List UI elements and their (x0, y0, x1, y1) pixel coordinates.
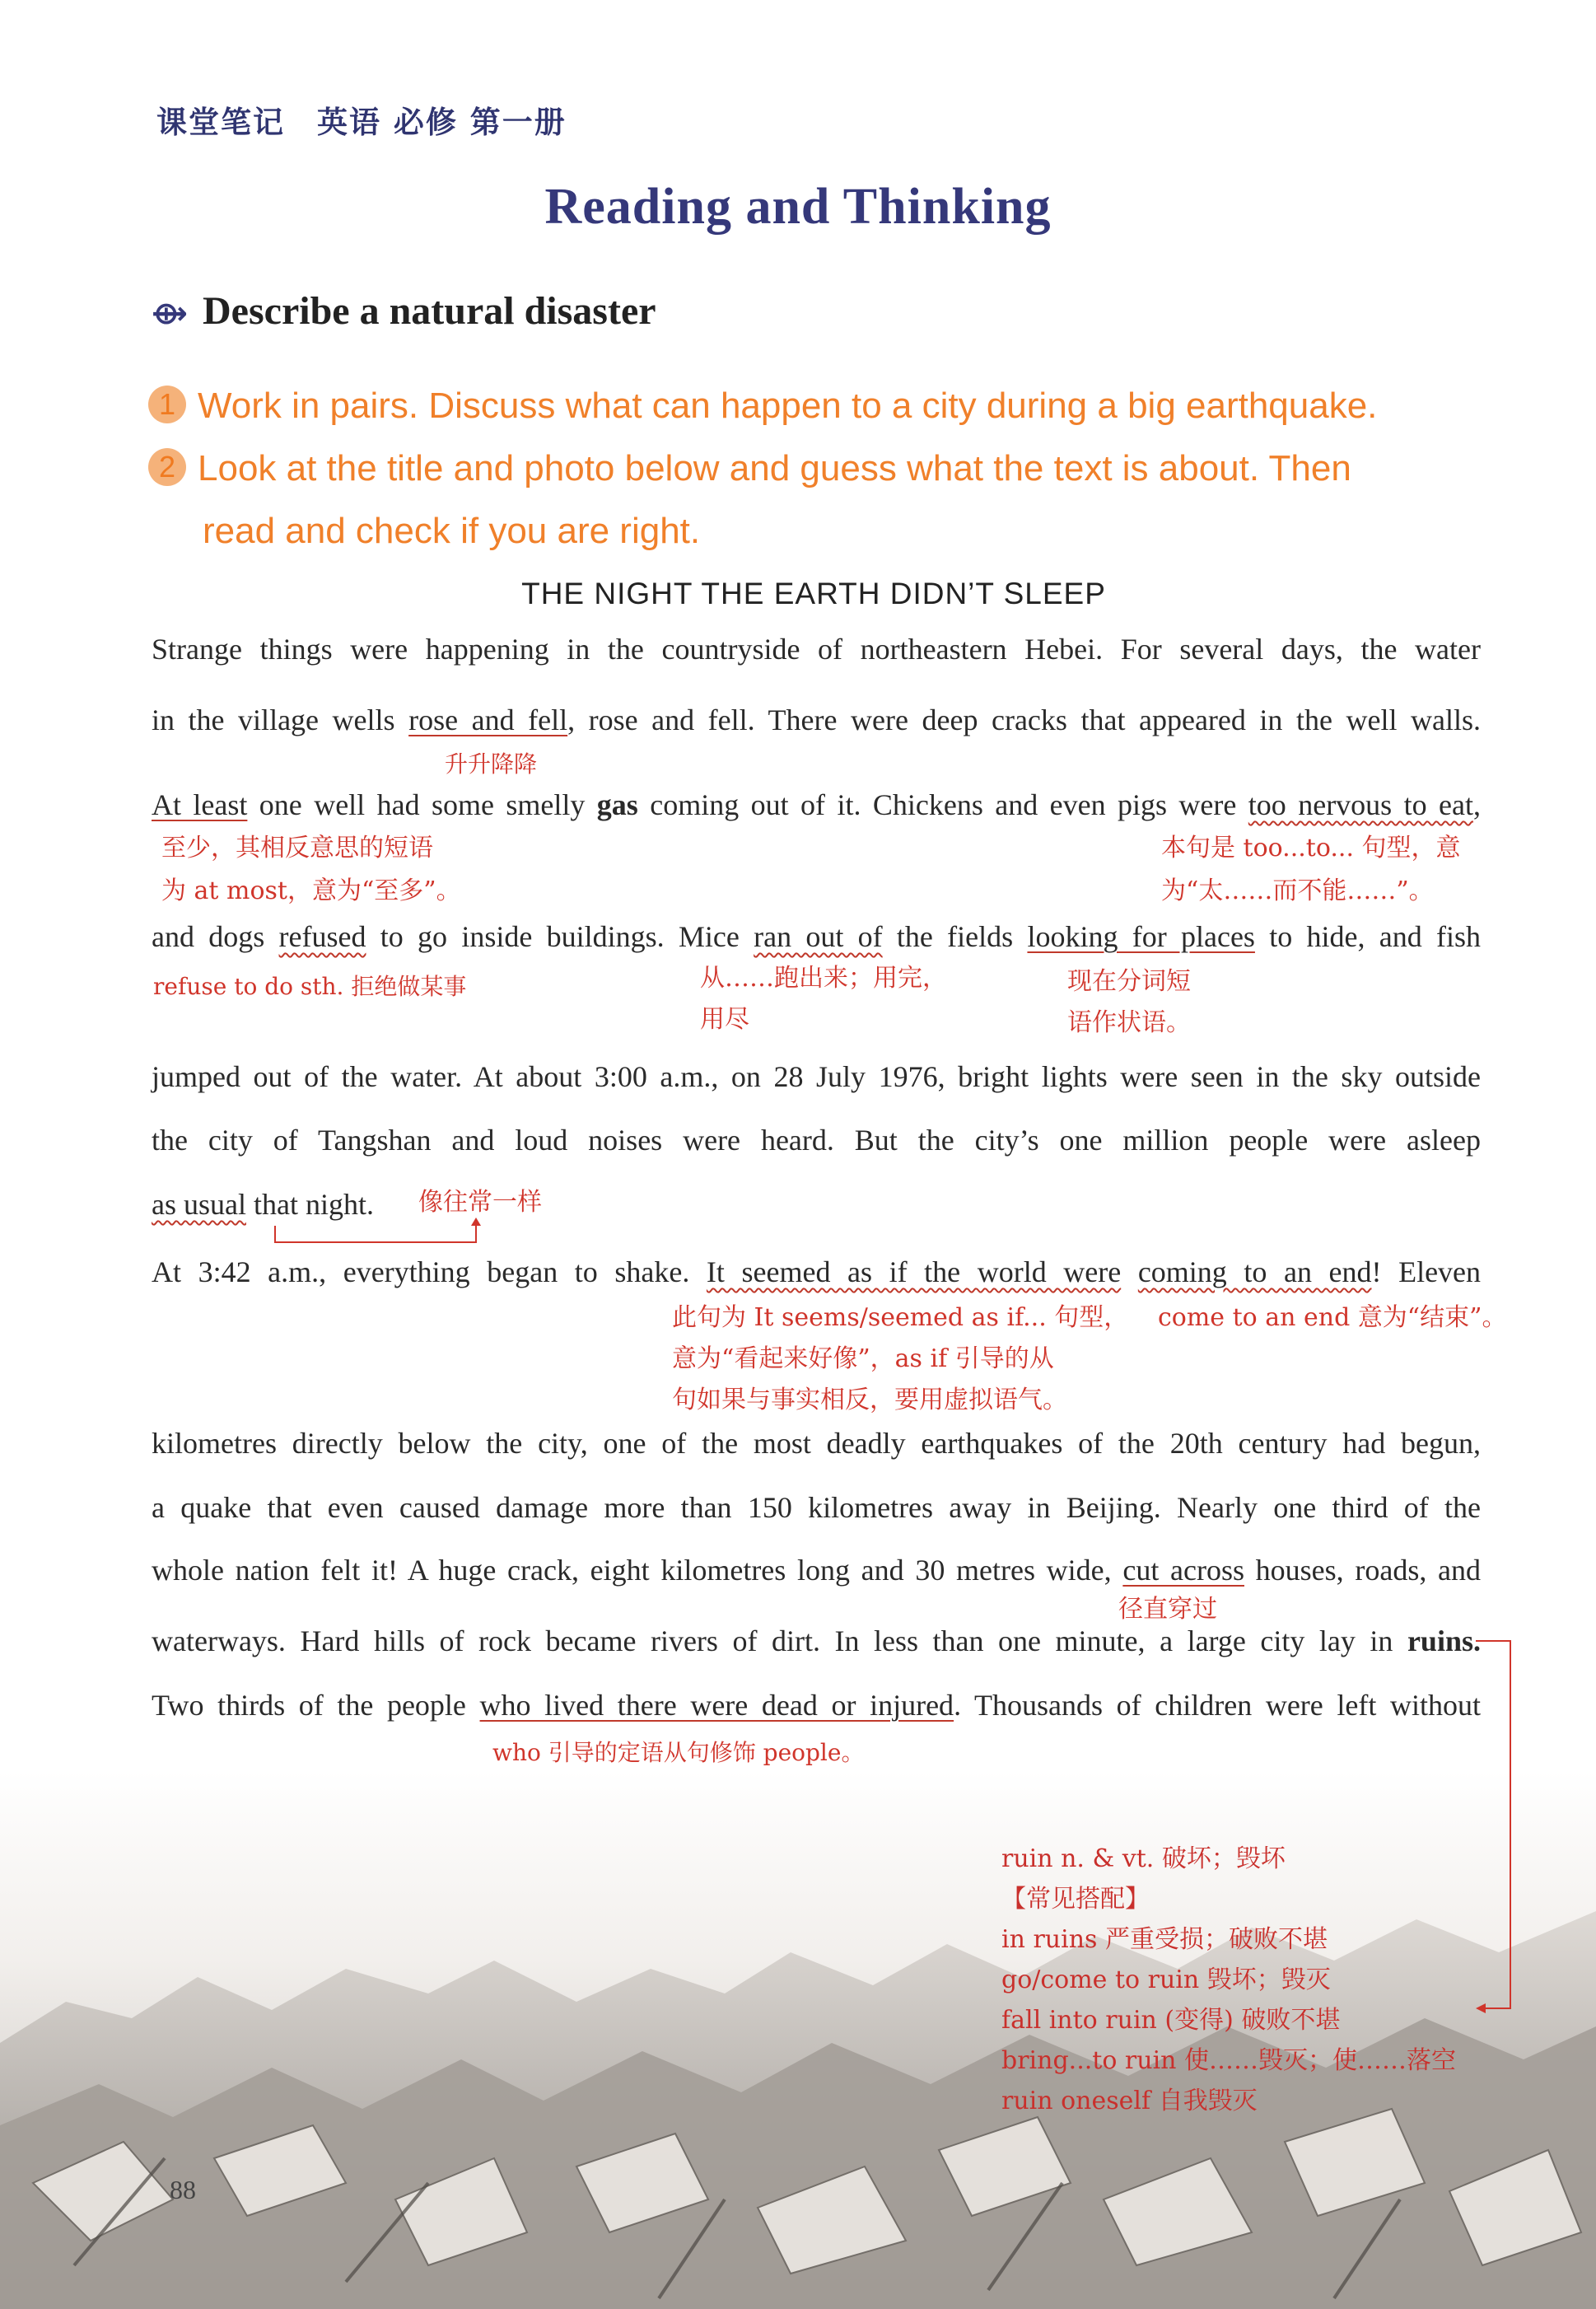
text-line: and dogs refused to go inside buildings. Mice ran out of the fields looking for places to hide, and fish (152, 920, 1481, 953)
note-run-out-1: 从……跑出来；用完， (700, 964, 947, 993)
text-line: Strange things were happening in the countryside of northeastern Hebei. For several days, the water (152, 633, 1481, 666)
note-as-if-3: 句如果与事实相反，要用虚拟语气。 (672, 1386, 1067, 1414)
note-rise-fall: 升升降降 (445, 750, 538, 778)
ruin-note-line: in ruins 严重受损；破败不堪 (1001, 1925, 1328, 1954)
text-line: whole nation felt it! A huge crack, eight kilometres long and 30 metres wide, cut across houses, roads, and (152, 1554, 1481, 1587)
text-line: jumped out of the water. At about 3:00 a.m., on 28 July 1976, bright lights were seen in the sky outside (152, 1060, 1481, 1093)
ruin-note-line: ruin n. & vt. 破坏；毁坏 (1001, 1844, 1286, 1873)
note-looking-1: 现在分词短 (1067, 967, 1191, 996)
note-too-to-2: 为“太……而不能……”。 (1161, 876, 1434, 905)
ruin-note-line: bring...to ruin 使……毁灭；使……落空 (1001, 2046, 1457, 2075)
text-line: waterways. Hard hills of rock became rivers of dirt. In less than one minute, a large city lay in ruins. (152, 1624, 1481, 1657)
phrase-ran-out-of: ran out of (754, 920, 883, 953)
phrase-coming-to-an-end: coming to an end (1137, 1255, 1372, 1288)
task-2-continued: read and check if you are right. (203, 511, 701, 551)
phrase-cut-across: cut across (1122, 1554, 1244, 1587)
note-as-usual: 像往常一样 (418, 1188, 542, 1217)
ruin-note-line: go/come to ruin 毁坏；毁灭 (1001, 1965, 1331, 1994)
phrase-at-least: At least (152, 788, 248, 821)
note-as-if-2: 意为“看起来好像”，as if 引导的从 (672, 1344, 1054, 1373)
phrase-as-if: It seemed as if the world were (706, 1255, 1122, 1288)
phrase-rose-and-fell: rose and fell (408, 703, 568, 736)
text-line: as usual that night. (152, 1188, 374, 1221)
task-2 (148, 448, 1351, 489)
page-title: Reading and Thinking (544, 179, 1052, 235)
note-come-to-end: come to an end 意为“结束”。 (1158, 1303, 1507, 1332)
page-number: 88 (170, 2175, 196, 2204)
text-line: the city of Tangshan and loud noises were heard. But the city’s one million people were asleep (152, 1124, 1481, 1157)
phrase-looking-for-places: looking for places (1027, 920, 1255, 953)
text-line: At least one well had some smelly gas coming out of it. Chickens and even pigs were too nervous to eat, (152, 788, 1481, 821)
phrase-who-clause: who lived there were dead or injured (479, 1689, 954, 1722)
ruin-note-line: 【常见搭配】 (1001, 1885, 1150, 1914)
task-1 (148, 386, 1377, 427)
book-header: 课堂笔记 英语 必修 第一册 (156, 105, 567, 140)
story-title: THE NIGHT THE EARTH DIDN’T SLEEP (521, 577, 1106, 610)
note-too-to-1: 本句是 too...to... 句型，意 (1161, 834, 1461, 862)
ruin-note-line: fall into ruin (变得) 破败不堪 (1001, 2006, 1341, 2035)
task-text: Work in pairs. Discuss what can happen to a city during a big earthquake. (198, 386, 1378, 426)
task-number: 2 (148, 448, 186, 486)
arrow-icon: ⟴ (152, 295, 188, 331)
note-refuse: refuse to do sth. 拒绝做某事 (153, 973, 467, 1000)
text-line: At 3:42 a.m., everything began to shake. It seemed as if the world were coming to an end! Eleven (152, 1255, 1482, 1288)
text-line: kilometres directly below the city, one of the most deadly earthquakes of the 20th century had begun, (152, 1427, 1481, 1460)
task-number: 1 (148, 386, 186, 423)
ruin-note-line: ruin oneself 自我毁灭 (1001, 2087, 1258, 2115)
note-cut-across: 径直穿过 (1118, 1595, 1217, 1624)
text-line: Two thirds of the people who lived there were dead or injured. Thousands of children were left without (152, 1689, 1481, 1722)
word-ruins: ruins. (1407, 1624, 1481, 1657)
note-looking-2: 语作状语。 (1067, 1008, 1191, 1037)
note-at-least-1: 至少，其相反意思的短语 (161, 834, 433, 862)
text-line: in the village wells rose and fell, rose and fell. There were deep cracks that appeared in the well walls. (152, 703, 1481, 736)
ruin-vocabulary-note (1001, 1839, 1456, 2121)
pointer-line (152, 1218, 497, 1250)
text-line: a quake that even caused damage more than 150 kilometres away in Beijing. Nearly one third of the (152, 1491, 1481, 1524)
phrase-refused: refused (278, 920, 366, 953)
note-as-if-1: 此句为 It seems/seemed as if... 句型， (672, 1303, 1129, 1332)
note-at-least-2: 为 at most，意为“至多”。 (161, 876, 461, 905)
note-run-out-2: 用尽 (700, 1005, 749, 1034)
ruins-connector-line (1474, 1631, 1524, 2018)
section-heading (152, 288, 656, 334)
phrase-as-usual: as usual (152, 1188, 246, 1221)
phrase-too-nervous: too nervous to eat (1248, 788, 1473, 821)
task-text: Look at the title and photo below and guess what the text is about. Then (198, 448, 1351, 488)
note-who-clause: who 引导的定语从句修饰 people。 (492, 1739, 865, 1766)
section-title: Describe a natural disaster (202, 289, 656, 333)
